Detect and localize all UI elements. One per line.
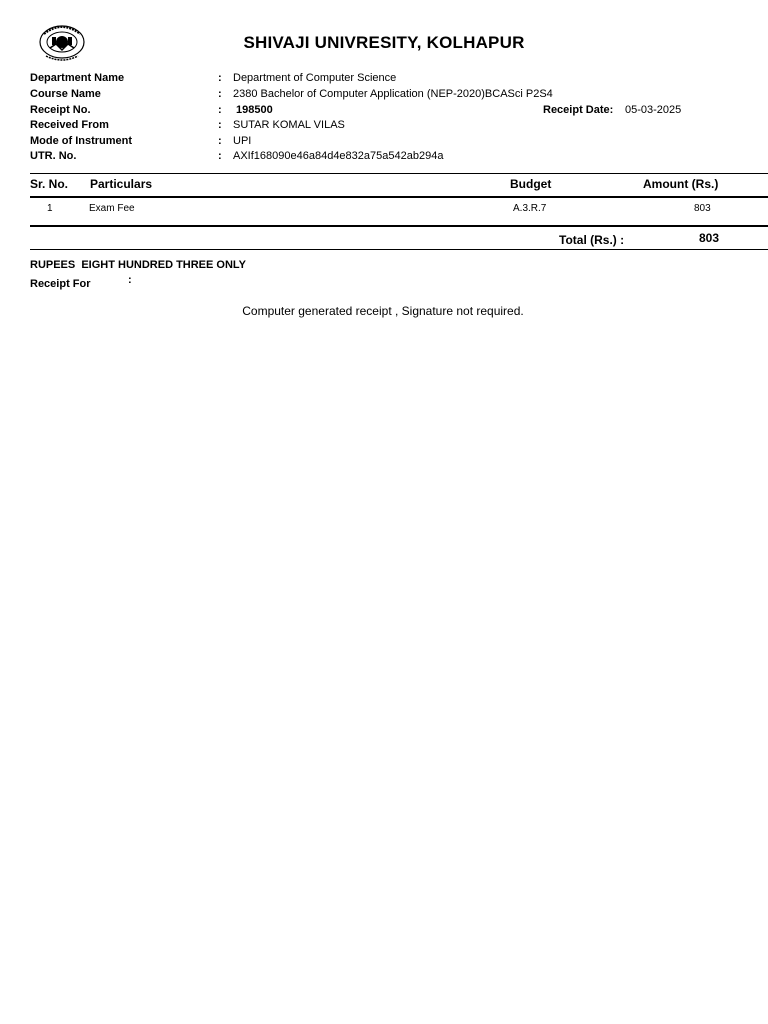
table-bottom-rule <box>30 249 768 250</box>
header-particulars: Particulars <box>90 177 153 191</box>
course-label: Course Name <box>30 88 101 100</box>
receipt-for-label: Receipt For <box>30 278 91 290</box>
receipt-no-value: 198500 <box>236 104 273 116</box>
separator: : <box>218 72 222 84</box>
header-amount: Amount (Rs.) <box>643 177 719 191</box>
department-label: Department Name <box>30 72 125 84</box>
department-value: Department of Computer Science <box>233 72 397 84</box>
header-budget: Budget <box>510 177 552 191</box>
received-from-label: Received From <box>30 119 109 131</box>
separator: : <box>218 150 222 162</box>
receipt-no-label: Receipt No. <box>30 104 91 116</box>
total-value: 803 <box>699 231 720 245</box>
header-sr-no: Sr. No. <box>30 177 69 191</box>
row-particulars: Exam Fee <box>89 203 135 214</box>
signature-note: Computer generated receipt , Signature not required. <box>242 304 524 318</box>
row-amount: 803 <box>694 203 711 214</box>
separator: : <box>218 88 222 100</box>
receipt-date-value: 05-03-2025 <box>625 104 682 116</box>
mode-label: Mode of Instrument <box>30 135 133 147</box>
separator: : <box>218 135 222 147</box>
table-top-rule <box>30 173 768 174</box>
received-from-value: SUTAR KOMAL VILAS <box>233 119 345 131</box>
mode-value: UPI <box>233 135 252 147</box>
receipt-for-value: : <box>128 274 132 286</box>
utr-label: UTR. No. <box>30 150 77 162</box>
receipt-date-label: Receipt Date: <box>543 104 614 116</box>
utr-value: AXIf168090e46a84d4e832a75a542ab294a <box>233 150 444 162</box>
table-body-rule <box>30 225 768 227</box>
separator: : <box>218 104 222 116</box>
row-budget: A.3.R.7 <box>513 203 547 214</box>
separator: : <box>218 119 222 131</box>
course-value: 2380 Bachelor of Computer Application (NEP-2020)BCASci P2S4 <box>233 88 553 100</box>
amount-in-words: RUPEES EIGHT HUNDRED THREE ONLY <box>30 259 246 271</box>
row-sr-no: 1 <box>47 203 53 214</box>
total-label: Total (Rs.) : <box>559 233 625 247</box>
table-header-rule <box>30 196 768 198</box>
university-title: SHIVAJI UNIVRESITY, KOLHAPUR <box>243 33 525 52</box>
